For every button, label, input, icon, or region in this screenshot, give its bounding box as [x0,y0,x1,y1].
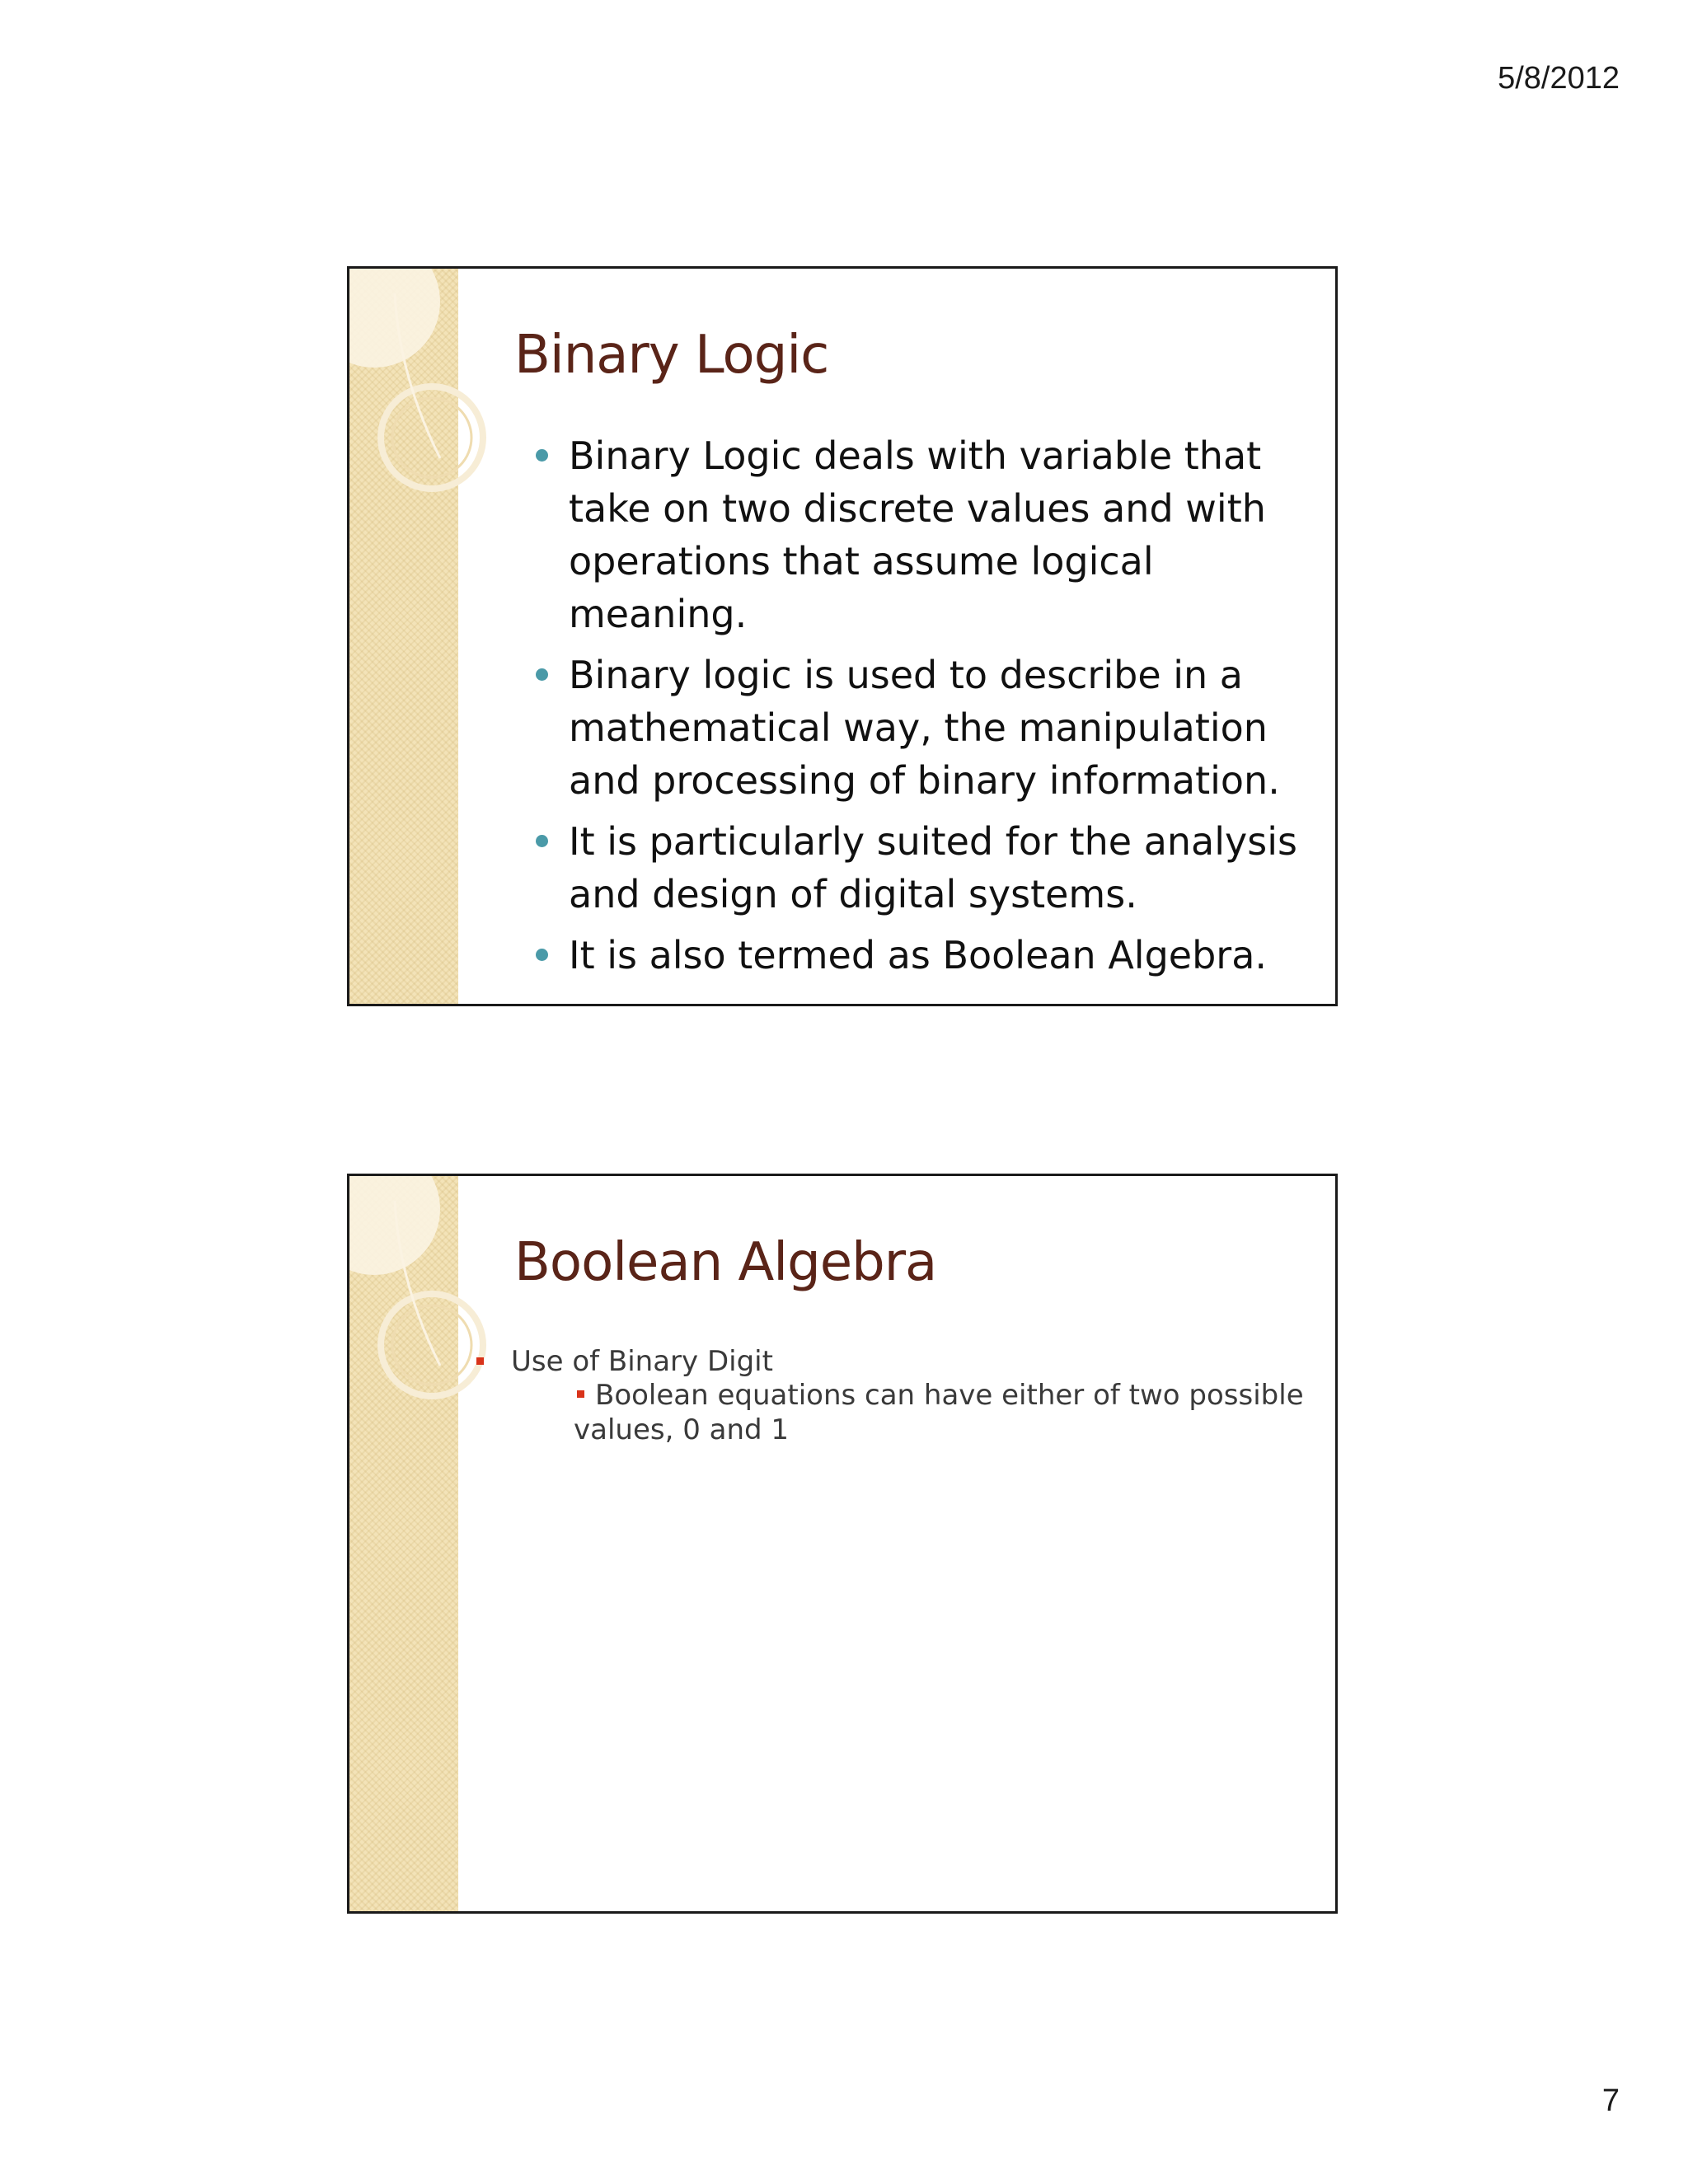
slide-binary-logic [347,266,1338,1006]
page-number: 7 [1601,2083,1620,2118]
bullet-dot-icon [536,949,548,961]
bullet-dot-icon [536,449,548,462]
list-item: It is particularly suited for the analysis and design of digital systems. [531,815,1314,921]
slide-boolean-algebra [347,1174,1338,1914]
slide-title: Boolean Algebra [514,1232,937,1293]
bullet-dot-icon [536,835,548,847]
slide-title: Binary Logic [514,325,829,386]
bullet-list [531,429,1314,990]
bullet-dot-icon [536,668,548,681]
list-item: Use of Binary Digit Boolean equations can have either of two possible values, 0 and 1 [473,1345,1297,1447]
decorative-circles-icon [349,269,498,516]
square-bullet-icon [577,1390,584,1398]
list-item: Binary Logic deals with variable that take on two discrete values and with operations that assume logical meaning. [531,429,1314,640]
square-bullet-icon [476,1357,484,1365]
bullet-list [473,1345,1304,1447]
list-item: It is also termed as Boolean Algebra. [531,929,1314,982]
page-date: 5/8/2012 [1498,61,1620,96]
list-item: Binary logic is used to describe in a mathematical way, the manipulation and processing of binary information. [531,649,1314,807]
sub-list-item: Boolean equations can have either of two possible values, 0 and 1 [574,1379,1304,1446]
